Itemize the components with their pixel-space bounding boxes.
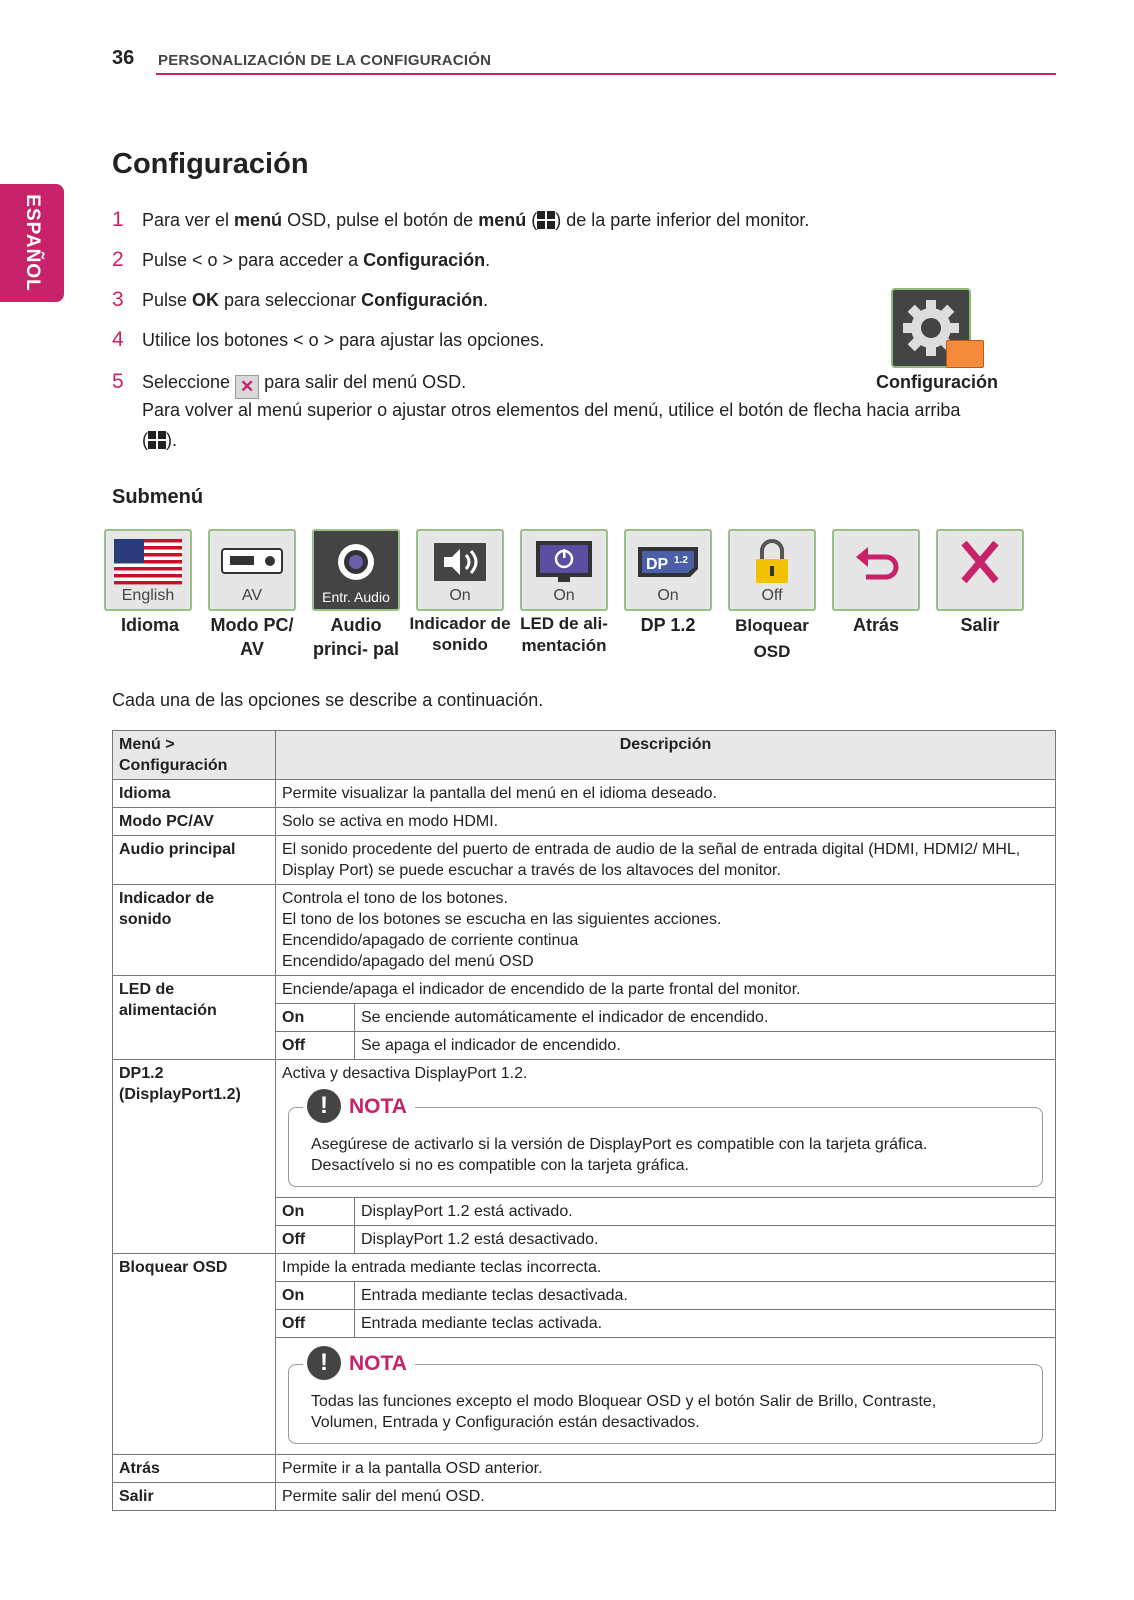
submenu-language[interactable] (104, 529, 192, 611)
note-header (303, 1345, 415, 1381)
exit-icon: ✕ (235, 375, 259, 399)
step-bold: Configuración (361, 290, 484, 310)
row-name: Atrás (113, 1455, 276, 1483)
table-row (113, 808, 1056, 836)
submenu-label: Salir (960, 615, 1000, 635)
submenu-label: Idioma (120, 615, 179, 635)
step-text: Pulse < o > para acceder a (142, 250, 364, 270)
option-key: Off (276, 1310, 355, 1338)
row-desc: Permite salir del menú OSD. (276, 1483, 1056, 1511)
exclamation-icon: ! (307, 1346, 341, 1380)
row-name: Indicador de sonido (113, 885, 276, 976)
step-3 (112, 288, 488, 312)
desc-line: Encendido/apagado del menú OSD (282, 953, 534, 970)
audio-jack-icon (322, 539, 390, 585)
step-number: 1 (112, 208, 124, 231)
option-value: Se apaga el indicador de encendido. (355, 1032, 1056, 1060)
step-5 (112, 370, 466, 399)
lock-icon (738, 539, 806, 585)
speaker-icon (426, 539, 494, 585)
note-line: Desactívelo si no es compatible con la tarjeta gráfica. (311, 1157, 689, 1174)
step-text: OSD, pulse el botón de (282, 210, 479, 230)
option-value: Se enciende automáticamente el indicador de encendido. (355, 1004, 1056, 1032)
option-value: Entrada mediante teclas desactivada. (355, 1282, 1056, 1310)
folder-icon (946, 340, 984, 368)
row-name: Audio principal (113, 836, 276, 885)
step-text: ). (166, 430, 177, 450)
submenu-exit[interactable] (936, 529, 1024, 611)
power-monitor-icon (530, 539, 598, 585)
submenu-value: Off (761, 587, 783, 604)
submenu-value: On (449, 587, 471, 604)
row-name: Modo PC/AV (113, 808, 276, 836)
submenu-value: On (657, 587, 679, 604)
note-box (288, 1092, 1043, 1187)
settings-table (112, 730, 1056, 1511)
step-5-line-3 (142, 430, 177, 451)
desc-line: Encendido/apagado de corriente continua (282, 932, 579, 949)
page-number: 36 (112, 47, 135, 69)
step-text: Pulse (142, 290, 193, 310)
step-number: 2 (112, 248, 124, 271)
back-arrow-icon (842, 539, 910, 585)
options-table (276, 1281, 1055, 1338)
av-input-icon (218, 539, 286, 585)
step-number: 4 (112, 328, 124, 351)
step-1 (112, 208, 809, 232)
step-text: Utilice los botones < o > para ajustar las opciones. (142, 330, 545, 350)
submenu-main-audio[interactable] (312, 529, 400, 611)
row-desc: Permite ir a la pantalla OSD anterior. (276, 1455, 1056, 1483)
row-desc: El sonido procedente del puerto de entrada de audio de la señal de entrada digital (HDMI, HDMI2/ MHL, Display Port) se puede escuchar a través de los altavoces del monitor. (276, 836, 1056, 885)
desc-line: El tono de los botones se escucha en las siguientes acciones. (282, 911, 722, 928)
header-menu: Menú > Configuración (113, 731, 276, 780)
note-box (288, 1349, 1043, 1444)
flag-icon (114, 539, 182, 585)
row-desc: Solo se activa en modo HDMI. (276, 808, 1056, 836)
step-text: para salir del menú OSD. (259, 372, 467, 392)
submenu-label: Indicador de sonido (409, 614, 511, 654)
desc-line: Impide la entrada mediante teclas incorrecta. (282, 1259, 602, 1276)
submenu-label: DP 1.2 (640, 615, 696, 635)
submenu-value: AV (241, 587, 263, 604)
step-bold: menú (478, 210, 527, 230)
submenu-value: Entr. Audio (322, 589, 390, 605)
option-value: DisplayPort 1.2 está activado. (355, 1198, 1056, 1226)
intro-text: Cada una de las opciones se describe a continuación. (112, 690, 544, 710)
row-name: LED de alimentación (113, 976, 276, 1060)
row-name: Idioma (113, 780, 276, 808)
submenu-label: Atrás (852, 615, 900, 635)
submenu-label: Modo PC/ AV (210, 615, 294, 659)
step-text: para seleccionar (219, 290, 362, 310)
options-table (276, 1003, 1055, 1059)
row-desc (276, 885, 1056, 976)
option-key: On (276, 1004, 355, 1032)
desc-line: Activa y desactiva DisplayPort 1.2. (282, 1065, 528, 1082)
option-value: DisplayPort 1.2 está desactivado. (355, 1226, 1056, 1254)
svg-text:DP: DP (646, 556, 669, 573)
submenu-power-led[interactable] (520, 529, 608, 611)
submenu-value: English (121, 587, 175, 604)
table-header-row (113, 731, 1056, 780)
step-5-line-2: Para volver al menú superior o ajustar otros elementos del menú, utilice el botón de flecha hacia arriba (142, 400, 961, 420)
note-line: Asegúrese de activarlo si la versión de DisplayPort es compatible con la tarjeta gráfica. (311, 1136, 928, 1153)
close-icon (946, 539, 1014, 585)
desc-line: Enciende/apaga el indicador de encendido de la parte frontal del monitor. (282, 981, 801, 998)
option-key: Off (276, 1032, 355, 1060)
note-header (303, 1088, 415, 1124)
submenu-value: On (553, 587, 575, 604)
row-desc: Permite visualizar la pantalla del menú en el idioma deseado. (276, 780, 1056, 808)
step-text: . (485, 250, 491, 270)
config-icon-caption: Configuración (876, 372, 998, 392)
row-name: Bloquear OSD (113, 1254, 276, 1455)
row-desc (276, 1254, 1056, 1455)
table-row (113, 885, 1056, 976)
exclamation-icon: ! (307, 1089, 341, 1123)
step-text: ( (142, 430, 148, 450)
table-row (113, 836, 1056, 885)
step-text: Para ver el (142, 210, 235, 230)
submenu-pc-av[interactable] (208, 529, 296, 611)
step-4 (112, 328, 544, 352)
header-description: Descripción (276, 731, 1056, 780)
step-text: ( (526, 210, 538, 230)
submenu-title: Submenú (112, 486, 204, 508)
option-key: Off (276, 1226, 355, 1254)
row-desc (276, 976, 1056, 1060)
submenu-label: LED de ali- mentación (520, 614, 608, 655)
row-name: Salir (113, 1483, 276, 1511)
submenu-osd-lock[interactable] (728, 529, 816, 611)
menu-button-icon (537, 211, 555, 229)
step-2 (112, 248, 490, 272)
language-label: ESPAÑOL (22, 194, 43, 292)
svg-text:1.2: 1.2 (674, 555, 688, 566)
up-arrow-button-icon (148, 431, 166, 449)
table-row (113, 1483, 1056, 1511)
table-row (113, 780, 1056, 808)
section-title: PERSONALIZACIÓN DE LA CONFIGURACIÓN (158, 52, 492, 69)
step-number: 5 (112, 370, 124, 393)
submenu-dp12[interactable] (624, 529, 712, 611)
note-title: NOTA (349, 1094, 407, 1118)
row-name: DP1.2 (DisplayPort1.2) (113, 1060, 276, 1254)
desc-line: Controla el tono de los botones. (282, 890, 508, 907)
submenu-back[interactable] (832, 529, 920, 611)
option-key: On (276, 1282, 355, 1310)
page-title: Configuración (112, 148, 309, 180)
table-row (113, 1060, 1056, 1254)
step-number: 3 (112, 288, 124, 311)
submenu-label: Bloquear OSD (735, 616, 809, 661)
step-bold: OK (192, 290, 220, 310)
submenu-label: Audio princi- pal (312, 615, 399, 659)
step-text: Seleccione (142, 372, 236, 392)
note-line: Todas las funciones excepto el modo Bloquear OSD y el botón Salir de Brillo, Contraste, (311, 1393, 937, 1410)
table-row (113, 1455, 1056, 1483)
note-title: NOTA (349, 1351, 407, 1375)
step-bold: Configuración (363, 250, 486, 270)
option-value: Entrada mediante teclas activada. (355, 1310, 1056, 1338)
note-line: Volumen, Entrada y Configuración están desactivados. (311, 1414, 700, 1431)
option-key: On (276, 1198, 355, 1226)
language-side-tab (0, 184, 64, 302)
step-text: . (483, 290, 489, 310)
table-row (113, 976, 1056, 1060)
step-bold: menú (234, 210, 283, 230)
submenu-sound-indicator[interactable] (416, 529, 504, 611)
row-desc (276, 1060, 1056, 1254)
step-text: ) de la parte inferior del monitor. (555, 210, 810, 230)
displayport-icon (634, 539, 702, 585)
options-table (276, 1197, 1055, 1253)
header-divider (156, 73, 1056, 75)
table-row (113, 1254, 1056, 1455)
